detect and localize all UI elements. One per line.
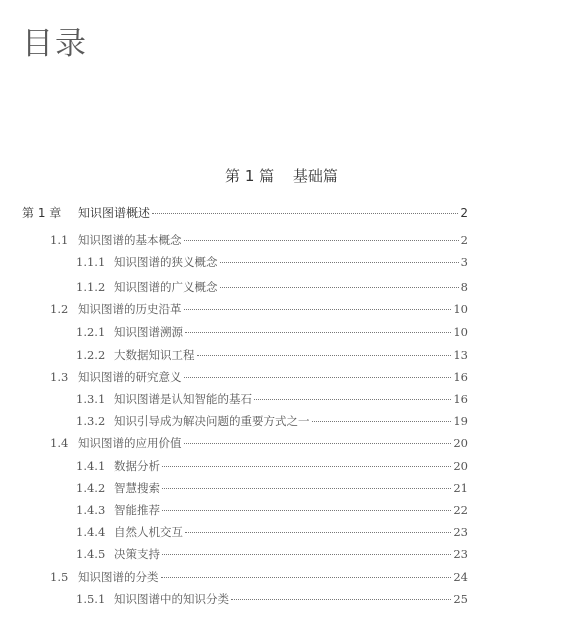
toc-subsection-entry[interactable] (76, 524, 468, 544)
toc-entry-page: 20 (453, 459, 468, 473)
toc-entry-title: 数据分析 (114, 459, 160, 473)
toc-section-entry[interactable] (50, 301, 468, 321)
toc-entry-number: 1.3.2 (76, 414, 106, 428)
toc-entry-title: 决策支持 (114, 547, 160, 561)
toc-entry-number: 1.4.3 (76, 503, 106, 517)
toc-entry-page: 2 (460, 206, 468, 220)
toc-dot-leader (231, 599, 451, 600)
toc-dot-leader (162, 488, 451, 489)
toc-entry-number: 1.4.5 (76, 547, 106, 561)
toc-section-entry[interactable] (50, 569, 468, 589)
toc-subsection-entry[interactable] (76, 347, 468, 367)
toc-chapter-entry[interactable] (22, 204, 468, 224)
toc-entry-number: 1.2.1 (76, 325, 106, 339)
toc-entry-number: 1.4.4 (76, 525, 106, 539)
toc-entry-title: 知识图谱的研究意义 (78, 370, 182, 384)
toc-entry-title: 知识图谱的分类 (78, 570, 159, 584)
toc-dot-leader (184, 240, 459, 241)
toc-subsection-entry[interactable] (76, 546, 468, 566)
toc-entry-page: 13 (453, 348, 468, 362)
toc-entry-title: 知识图谱的狭义概念 (114, 255, 218, 269)
toc-dot-leader (184, 443, 452, 444)
toc-dot-leader (197, 355, 452, 356)
toc-entry-page: 10 (453, 325, 468, 339)
toc-entry-title: 知识图谱溯源 (114, 325, 183, 339)
toc-entry-title: 知识图谱的基本概念 (78, 233, 182, 247)
toc-entry-title: 自然人机交互 (114, 525, 183, 539)
toc-entry-number: 1.2 (50, 302, 69, 316)
toc-entry-page: 16 (453, 392, 468, 406)
toc-subsection-entry[interactable] (76, 413, 468, 433)
toc-subsection-entry[interactable] (76, 391, 468, 411)
toc-dot-leader (185, 532, 451, 533)
toc-subsection-entry[interactable] (76, 324, 468, 344)
toc-section-entry[interactable] (50, 232, 468, 252)
toc-entry-title: 知识引导成为解决问题的重要方式之一 (114, 414, 310, 428)
toc-entry-title: 智能推荐 (114, 503, 160, 517)
toc-entry-page: 23 (453, 525, 468, 539)
toc-entry-page: 20 (453, 436, 468, 450)
toc-subsection-entry[interactable] (76, 279, 468, 299)
toc-entry-title: 智慧搜索 (114, 481, 160, 495)
toc-entry-number: 1.3 (50, 370, 69, 384)
toc-entry-page: 22 (453, 503, 468, 517)
toc-dot-leader (184, 309, 452, 310)
toc-entry-title: 知识图谱中的知识分类 (114, 592, 229, 606)
toc-section-entry[interactable] (50, 435, 468, 455)
toc-entry-number: 1.5.1 (76, 592, 106, 606)
toc-dot-leader (185, 332, 451, 333)
toc-dot-leader (312, 421, 452, 422)
toc-section-entry[interactable] (50, 369, 468, 389)
toc-entry-page: 21 (453, 481, 468, 495)
toc-entry-page: 3 (460, 255, 468, 269)
toc-dot-leader (162, 510, 451, 511)
toc-entry-page: 25 (453, 592, 468, 606)
toc-entry-page: 2 (460, 233, 468, 247)
toc-entry-page: 23 (453, 547, 468, 561)
toc-entry-number: 1.4 (50, 436, 69, 450)
toc-entry-number: 第 1 章 (22, 206, 62, 220)
toc-dot-leader (254, 399, 451, 400)
toc-dot-leader (162, 466, 451, 467)
toc-entry-page: 10 (453, 302, 468, 316)
part-label: 第 1 篇 (225, 167, 275, 185)
page-title: 目录 (22, 26, 88, 62)
toc-entry-number: 1.4.1 (76, 459, 106, 473)
toc-dot-leader (184, 377, 452, 378)
toc-subsection-entry[interactable] (76, 458, 468, 478)
toc-subsection-entry[interactable] (76, 591, 468, 611)
toc-entry-page: 8 (460, 280, 468, 294)
toc-dot-leader (220, 287, 459, 288)
toc-dot-leader (220, 262, 459, 263)
toc-dot-leader (162, 554, 451, 555)
toc-entry-page: 24 (453, 570, 468, 584)
toc-entry-number: 1.5 (50, 570, 69, 584)
toc-entry-number: 1.2.2 (76, 348, 106, 362)
toc-entry-page: 19 (453, 414, 468, 428)
toc-entry-number: 1.1.2 (76, 280, 106, 294)
toc-entry-title: 知识图谱是认知智能的基石 (114, 392, 252, 406)
toc-entry-title: 知识图谱概述 (78, 206, 151, 220)
toc-entry-title: 大数据知识工程 (114, 348, 195, 362)
toc-entry-title: 知识图谱的历史沿革 (78, 302, 182, 316)
toc-subsection-entry[interactable] (76, 254, 468, 274)
part-heading (0, 165, 563, 186)
toc-dot-leader (161, 577, 452, 578)
toc-entry-title: 知识图谱的应用价值 (78, 436, 182, 450)
toc-entry-number: 1.1.1 (76, 255, 106, 269)
toc-subsection-entry[interactable] (76, 502, 468, 522)
toc-entry-page: 16 (453, 370, 468, 384)
toc-dot-leader (152, 213, 458, 214)
toc-subsection-entry[interactable] (76, 480, 468, 500)
toc-entry-number: 1.1 (50, 233, 69, 247)
toc-entry-title: 知识图谱的广义概念 (114, 280, 218, 294)
toc-entry-number: 1.3.1 (76, 392, 106, 406)
part-name: 基础篇 (292, 167, 338, 185)
toc-entry-number: 1.4.2 (76, 481, 106, 495)
